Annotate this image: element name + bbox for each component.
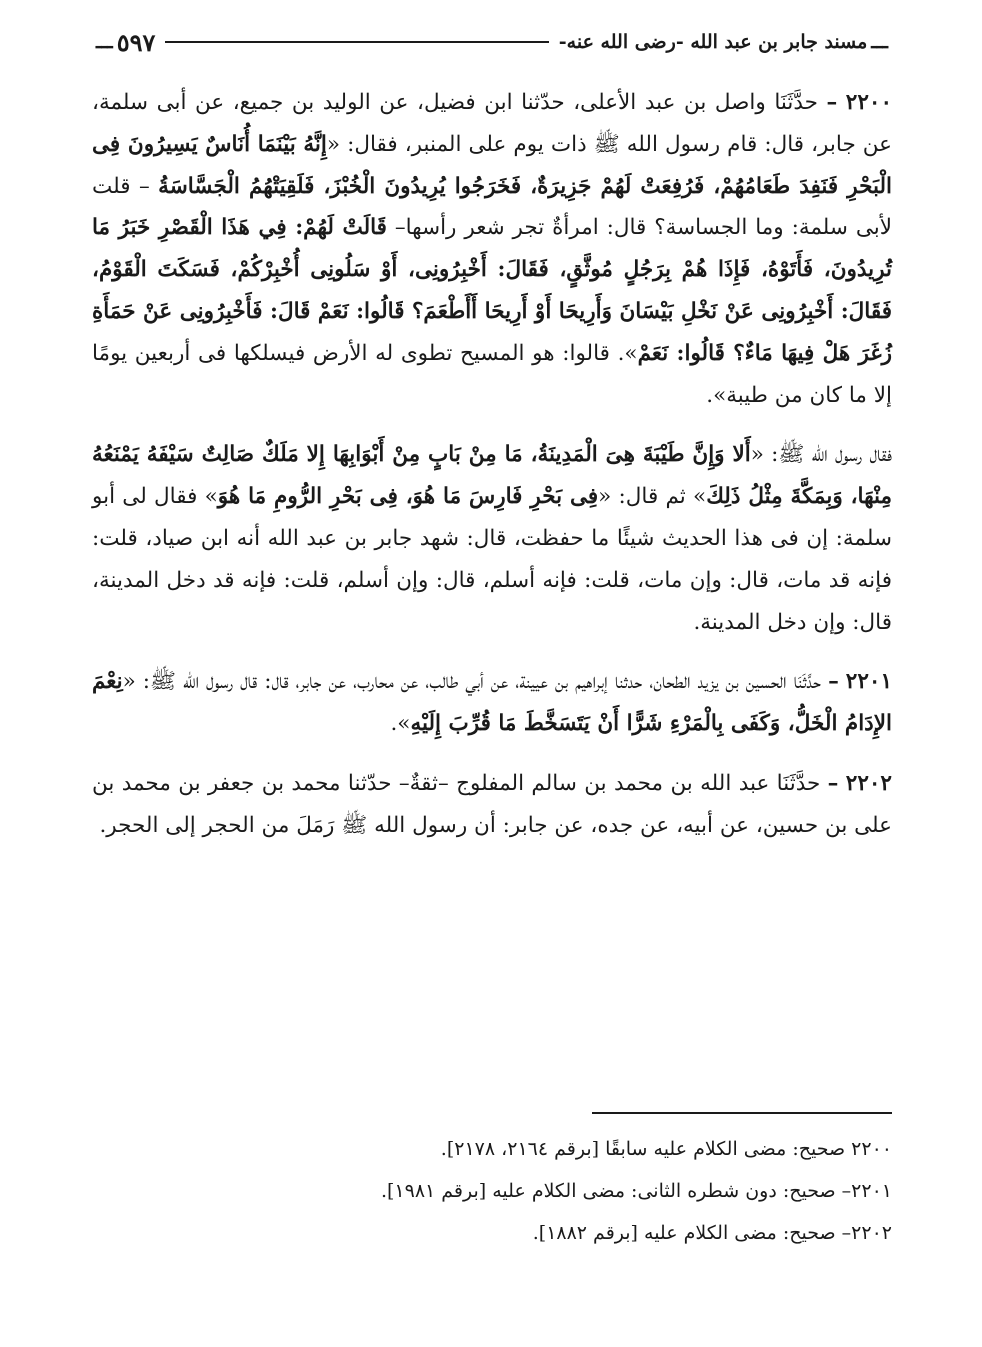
hadith-number: ٢٢٠٢ [845, 770, 892, 796]
prophetic-text: أَلا وَإِنَّ طَيْبَةَ هِىَ الْمَدِينَةُ، مَا مِنْ بَابٍ مِنْ أَبْوَابِهَا إِلا مَلَكٌ صَالِتٌ سَيْفَهُ يَمْنَعُهُ مِنْهَا، وَبِمَكَّةَ مِثْلُ ذَلِكَ [92, 442, 893, 510]
running-header: ـــ مسند جابر بن عبد الله -رضى الله عنه- ٥٩٧ ـــ [96, 27, 888, 57]
page-number: ٥٩٧ [116, 27, 156, 57]
prophetic-text: قَالَتْ لَهُمْ: فِي هَذَا الْقَصْرِ خَبَرُ مَا تُرِيدُونَ، فَأَتَوْهُ، فَإِذَا هُمْ بِرَجُلٍ مُوثَّقٍ، فَقَالَ: أَخْبِرُونِى، أَوْ سَلُونِى أُخْبِرْكُمْ، فَسَكَتَ الْقَوْمُ، فَقَالَ: أَخْبِرُونِى عَنْ نَخْلِ بَيْسَانَ وَأَرِيحَا أَوْ أَرِيحَا أَأَطْعَمَ؟ قَالُوا: نَعَمْ قَالَ: فَأَخْبِرُونِى عَنْ حَمَأَةِ زُغَرَ هَلْ فِيهَا مَاءٌ؟ قَالُوا: نَعَمْ [92, 215, 892, 366]
prophetic-text: إِنَّهُ بَيْنَمَا أُنَاسٌ يَسِيرُونَ فِى الْبَحْرِ فَنَفِدَ طَعَامُهُمْ، فَرُفِعَتْ لَهُمْ جَزِيرَةٌ، فَخَرَجُوا يُرِيدُونَ الْخُبْزَ، فَلَقِيَتْهُمُ الْجَسَّاسَةُ [92, 131, 892, 199]
hadith-2201: ٢٢٠١ – حدَّثَنَا الحسين بن يزيد الطحان، حدثنا إبراهيم بن عيينة، عن أبي طالب، عن محارب، عن جابر، قال: قال رسول الله ﷺ: «نِعْمَ الإِدَامُ الْخَلُّ، وَكَفَى بِالْمَرْءِ شَرًّا أَنْ يَتَسَخَّطَ مَا قُرِّبَ إِلَيْهِ». [92, 669, 892, 737]
hadith-2202: ٢٢٠٢ – حدَّثَنَا عبد الله بن محمد بن سالم المفلوج –ثقةٌ– حدّثنا محمد بن جعفر بن محمد بن على بن حسين، عن أبيه، عن جده، عن جابر: أن رسول الله ﷺ رَمَلَ من الحجر إلى الحجر. [92, 770, 892, 838]
footnote-2202: ٢٢٠٢– صحيح: مضى الكلام عليه [برقم ١٨٨٢]. [532, 1222, 892, 1244]
prophetic-text: فِى بَحْرِ فَارِسَ مَا هُوَ، فِى بَحْرِ الرُّومِ مَا هُوَ [217, 484, 599, 510]
prophetic-text: نِعْمَ الإِدَامُ الْخَلُّ، وَكَفَى بِالْمَرْءِ شَرًّا أَنْ يَتَسَخَّطَ مَا قُرِّبَ إِلَيْهِ [92, 669, 892, 737]
header-rule [165, 41, 548, 43]
hadith-2200-continued: فقال رسول الله ﷺ: «أَلا وَإِنَّ طَيْبَةَ هِىَ الْمَدِينَةُ، مَا مِنْ بَابٍ مِنْ أَبْوَابِهَا إِلا مَلَكٌ صَالِتٌ سَيْفَهُ يَمْنَعُهُ مِنْهَا، وَبِمَكَّةَ مِثْلُ ذَلِكَ» ثم قال: «فِى بَحْرِ فَارِسَ مَا هُوَ، فِى بَحْرِ الرُّومِ مَا هُوَ» فقال لى أبو سلمة: إن فى هذا الحديث شيئًا ما حفظت، قال: شهد جابر بن عبد الله أنه ابن صياد، قلت: فإنه قد مات، قال: وإن مات، قلت: فإنه أسلم، قال: وإن أسلم، قلت: فإنه قد دخل المدينة، قال: وإن دخل المدينة. [92, 442, 893, 635]
main-text [92, 82, 892, 865]
header-title: مسند جابر بن عبد الله -رضى الله عنه- [558, 31, 868, 53]
hadith-number: ٢٢٠١ [845, 669, 892, 695]
footnote-separator [592, 1112, 892, 1114]
footnote-2201: ٢٢٠١– صحيح: دون شطره الثانى: مضى الكلام عليه [برقم ١٩٨١]. [380, 1180, 892, 1202]
footnotes [92, 1128, 892, 1254]
hadith-number: ٢٢٠٠ [845, 90, 892, 115]
hadith-2200: ٢٢٠٠ – حدَّثَنَا واصل بن عبد الأعلى، حدّثنا ابن فضيل، عن الوليد بن جميع، عن أبى سلمة، عن جابر، قال: قام رسول الله ﷺ ذات يوم على المنبر، فقال: «إِنَّهُ بَيْنَمَا أُنَاسٌ يَسِيرُونَ فِى الْبَحْرِ فَنَفِدَ طَعَامُهُمْ، فَرُفِعَتْ لَهُمْ جَزِيرَةٌ، فَخَرَجُوا يُرِيدُونَ الْخُبْزَ، فَلَقِيَتْهُمُ الْجَسَّاسَةُ – قلت لأبى سلمة: وما الجساسة؟ قال: امرأةٌ تجر شعر رأسها– قَالَتْ لَهُمْ: فِي هَذَا الْقَصْرِ خَبَرُ مَا تُرِيدُونَ، فَأَتَوْهُ، فَإِذَا هُمْ بِرَجُلٍ مُوثَّقٍ، فَقَالَ: أَخْبِرُونِى، أَوْ سَلُونِى أُخْبِرْكُمْ، فَسَكَتَ الْقَوْمُ، فَقَالَ: أَخْبِرُونِى عَنْ نَخْلِ بَيْسَانَ وَأَرِيحَا أَوْ أَرِيحَا أَأَطْعَمَ؟ قَالُوا: نَعَمْ قَالَ: فَأَخْبِرُونِى عَنْ حَمَأَةِ زُغَرَ هَلْ فِيهَا مَاءٌ؟ قَالُوا: نَعَمْ». قالوا: هو المسيح تطوى له الأرض فيسلكها فى أربعين يومًا إلا ما كان من طيبة». [92, 90, 892, 408]
footnote-2200: ٢٢٠٠ صحيح: مضى الكلام عليه سابقًا [برقم ٢١٦٤، ٢١٧٨]. [440, 1138, 892, 1160]
